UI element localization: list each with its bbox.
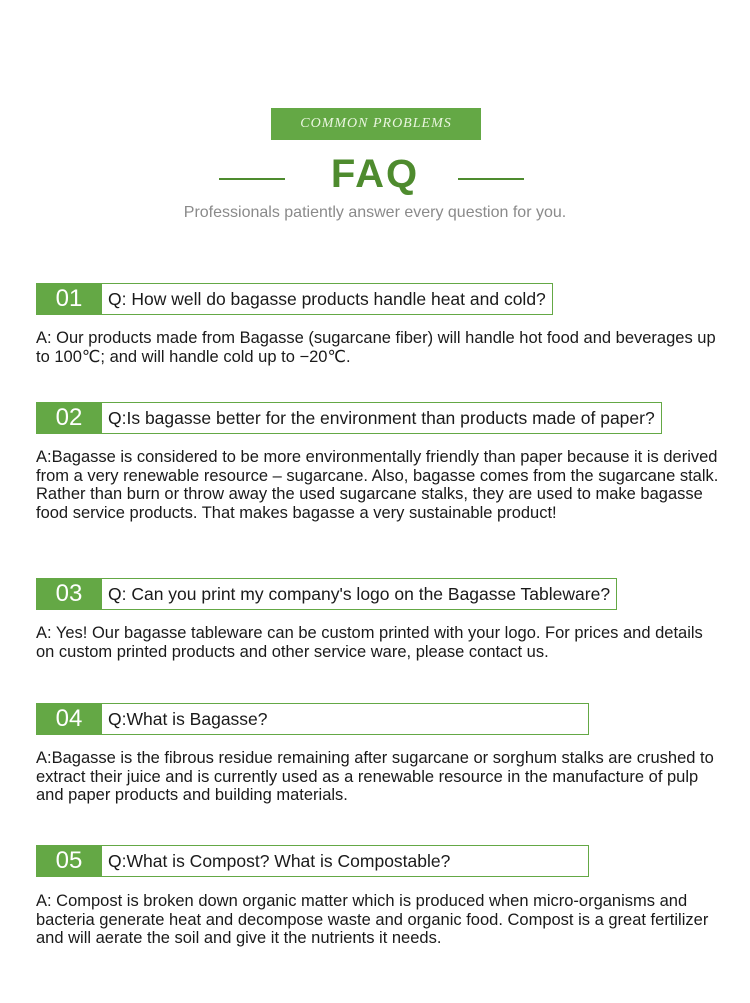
faq-answer: A: Our products made from Bagasse (sugarcane fiber) will handle hot food and beverages up to 100℃; and will handle cold up to −20℃. xyxy=(36,329,716,366)
page-title: FAQ xyxy=(330,152,420,196)
faq-answer: A: Compost is broken down organic matter which is produced when micro-organisms and bacteria generate heat and decompose waste and organic food. Compost is a great fertilizer and will aerate the soil and give it the nutrients it needs. xyxy=(36,892,709,947)
faq-answer: A: Yes! Our bagasse tableware can be custom printed with your logo. For prices and details on custom printed products and other service ware, please contact us. xyxy=(36,624,703,661)
faq-number-badge: 01 xyxy=(36,283,102,315)
faq-number-badge: 05 xyxy=(36,845,102,877)
faq-question: Q: How well do bagasse products handle heat and cold? xyxy=(102,283,553,315)
page-subtitle: Professionals patiently answer every question for you. xyxy=(183,204,567,221)
faq-number-badge: 02 xyxy=(36,402,102,434)
title-rule-right xyxy=(458,178,524,180)
faq-question: Q:Is bagasse better for the environment than products made of paper? xyxy=(102,402,662,434)
faq-answer: A:Bagasse is considered to be more environmentally friendly than paper because it is derived from a very renewable resource – sugarcane. Also, bagasse comes from the sugarcane stalk. Rather than burn or throw away the used sugarcane stalks, they are used to make bagasse food service products. That makes bagasse a very sustainable product! xyxy=(36,448,719,522)
faq-number-badge: 03 xyxy=(36,578,102,610)
faq-question: Q:What is Compost? What is Compostable? xyxy=(102,845,589,877)
faq-number-badge: 04 xyxy=(36,703,102,735)
faq-question-row xyxy=(36,402,662,434)
faq-question: Q: Can you print my company's logo on the Bagasse Tableware? xyxy=(102,578,617,610)
faq-answer: A:Bagasse is the fibrous residue remaining after sugarcane or sorghum stalks are crushed to extract their juice and is currently used as a renewable resource in the manufacture of pulp and paper products and building materials. xyxy=(36,749,714,804)
common-problems-banner: COMMON PROBLEMS xyxy=(271,108,481,140)
faq-question-row xyxy=(36,703,589,735)
faq-question-row xyxy=(36,578,617,610)
faq-question-row xyxy=(36,845,589,877)
faq-question-row xyxy=(36,283,553,315)
faq-question: Q:What is Bagasse? xyxy=(102,703,589,735)
